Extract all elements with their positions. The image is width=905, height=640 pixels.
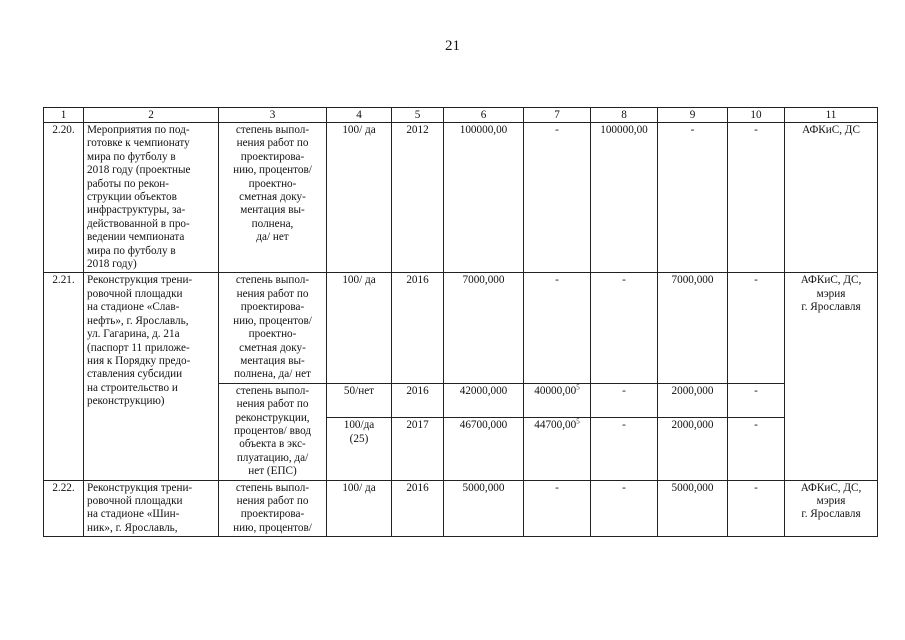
indicator: степень выпол- нения работ по проектирова- нию, процентов/ проектно- сметная доку- ментация вы- полнена, да/ нет — [219, 123, 327, 273]
item-number: 2.20. — [44, 123, 84, 273]
col8-value: 100000,00 — [591, 123, 658, 273]
footnote-mark: 5 — [576, 417, 580, 426]
col7-value — [524, 383, 591, 417]
header-cell: 9 — [658, 108, 728, 123]
indicator-value: 100/ да — [327, 273, 392, 383]
col7-value: - — [524, 273, 591, 383]
header-row — [44, 108, 878, 123]
item-number: 2.21. — [44, 273, 84, 480]
col9-value: 5000,000 — [658, 480, 728, 537]
col7-value — [524, 418, 591, 480]
header-cell: 6 — [444, 108, 524, 123]
header-cell: 3 — [219, 108, 327, 123]
col7-amount: 44700,00 — [534, 419, 577, 432]
col7-value: - — [524, 123, 591, 273]
header-cell: 10 — [728, 108, 785, 123]
col9-value: 7000,000 — [658, 273, 728, 383]
indicator: степень выпол- нения работ по проектирова- нию, процентов/ проектно- сметная доку- ментация вы- полнена, да/ нет — [219, 273, 327, 383]
indicator-value: 100/ да — [327, 480, 392, 537]
year: 2017 — [392, 418, 444, 480]
indicator-value: 100/да (25) — [327, 418, 392, 480]
header-cell: 8 — [591, 108, 658, 123]
col7-value: - — [524, 480, 591, 537]
indicator-value: 50/нет — [327, 383, 392, 417]
col9-value: - — [658, 123, 728, 273]
header-cell: 7 — [524, 108, 591, 123]
executor: АФКиС, ДС, мэрия г. Ярославля — [785, 480, 878, 537]
footnote-mark: 5 — [576, 382, 580, 391]
year: 2012 — [392, 123, 444, 273]
indicator: степень выпол- нения работ по реконструкции, процентов/ ввод объекта в экс- плуатацию, да/ нет (ЕПС) — [219, 383, 327, 480]
col10-value: - — [728, 123, 785, 273]
header-cell: 4 — [327, 108, 392, 123]
col8-value: - — [591, 383, 658, 417]
col10-value: - — [728, 480, 785, 537]
col9-value: 2000,000 — [658, 418, 728, 480]
col8-value: - — [591, 480, 658, 537]
col7-amount: 40000,00 — [534, 384, 577, 397]
total-amount: 46700,000 — [444, 418, 524, 480]
executor: АФКиС, ДС — [785, 123, 878, 273]
header-cell: 1 — [44, 108, 84, 123]
indicator-value: 100/ да — [327, 123, 392, 273]
col8-value: - — [591, 273, 658, 383]
table-row — [44, 480, 878, 537]
col10-value: - — [728, 383, 785, 417]
col10-value: - — [728, 418, 785, 480]
header-cell: 11 — [785, 108, 878, 123]
total-amount: 5000,000 — [444, 480, 524, 537]
year: 2016 — [392, 480, 444, 537]
table-row — [44, 273, 878, 383]
header-cell: 2 — [84, 108, 219, 123]
col10-value: - — [728, 273, 785, 383]
total-amount: 7000,000 — [444, 273, 524, 383]
year: 2016 — [392, 273, 444, 383]
executor: АФКиС, ДС, мэрия г. Ярославля — [785, 273, 878, 480]
header-cell: 5 — [392, 108, 444, 123]
program-table — [43, 107, 878, 537]
item-name: Мероприятия по под- готовке к чемпионату мира по футболу в 2018 году (проектные работы по рекон- струкции объектов инфраструктуры, за- действованной в про- ведении чемпионата мира по футболу в 2018 году) — [84, 123, 219, 273]
item-number: 2.22. — [44, 480, 84, 537]
item-name: Реконструкция трени- ровочной площадки на стадионе «Слав- нефть», г. Ярославль, ул. Гагарина, д. 21а (паспорт 11 приложе- ния к Порядку предо- ставления субсидии на строительство и реконструкцию) — [84, 273, 219, 480]
page-number: 21 — [445, 38, 460, 54]
item-name: Реконструкция трени- ровочной площадки на стадионе «Шин- ник», г. Ярославль, — [84, 480, 219, 537]
col9-value: 2000,000 — [658, 383, 728, 417]
col8-value: - — [591, 418, 658, 480]
total-amount: 100000,00 — [444, 123, 524, 273]
year: 2016 — [392, 383, 444, 417]
table-row — [44, 123, 878, 273]
total-amount: 42000,000 — [444, 383, 524, 417]
indicator: степень выпол- нения работ по проектирова- нию, процентов/ — [219, 480, 327, 537]
